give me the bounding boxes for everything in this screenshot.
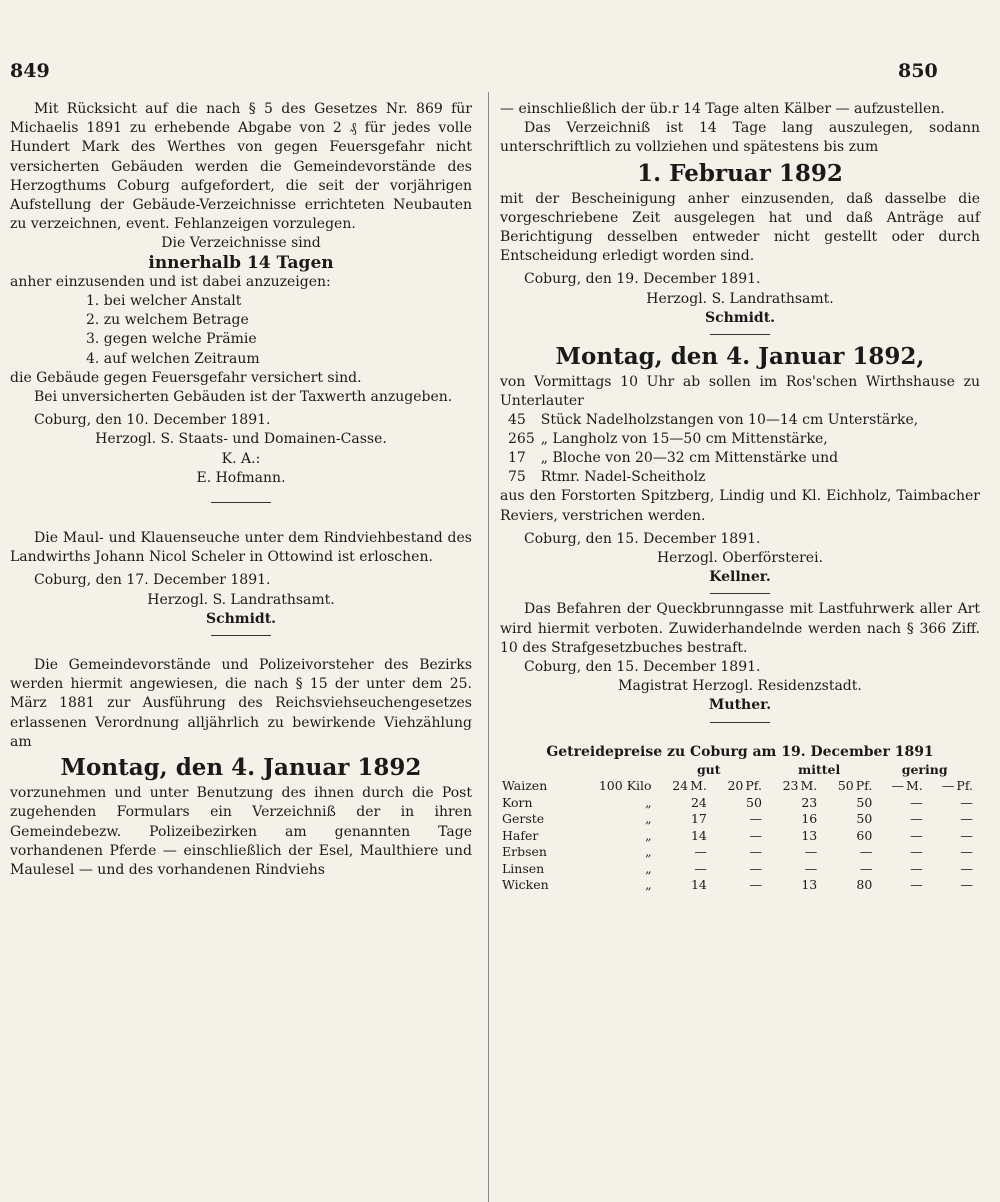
- lot-qty: 75: [508, 469, 526, 486]
- notice-continuation: — einschließlich der üb.r 14 Tage alten Kälber — aufzustellen.: [500, 101, 945, 117]
- table-row: [500, 795, 975, 812]
- price-cell-name: Erbsen: [502, 844, 547, 860]
- notice-text: Das Verzeichniß ist 14 Tage lang auszulegen, sodann unterschriftlich zu vollziehen und spätestens bis zum: [500, 120, 980, 156]
- price-cell-ger-m: —: [910, 860, 923, 876]
- notice-ka: K. A.:: [221, 450, 261, 467]
- col-header: gering: [901, 761, 948, 777]
- price-cell-name: Waizen: [502, 778, 548, 794]
- table-row: [508, 430, 924, 449]
- table-row: [508, 468, 924, 487]
- notice-deadline: innerhalb 14 Tagen: [148, 252, 334, 273]
- col-header: mittel: [798, 761, 841, 777]
- price-cell-ger-pf: —: [960, 877, 973, 893]
- price-cell-gut-pf: 50: [746, 794, 762, 810]
- price-cell-ger-pf: —: [960, 827, 973, 843]
- notice-text: mit der Bescheinigung anher einzusenden, daß dasselbe die vorgeschriebene Zeit ausgelegen hat und daß Anträge auf Berichtigung desselben entweder nicht gestellt oder durch Entscheidung erledigt worden sind.: [500, 190, 980, 265]
- price-cell-mit-m: 13: [801, 827, 818, 843]
- left-column: [10, 100, 472, 880]
- notice-list: [10, 292, 472, 369]
- price-cell-ger-m: —: [910, 877, 923, 893]
- price-cell-ger-m: —: [910, 827, 923, 843]
- section-divider: [211, 635, 271, 636]
- price-cell-gut-m: 14: [690, 827, 707, 843]
- notice-text-continued: vorzunehmen und unter Benutzung des ihnen durch die Post zugehenden Formulars ein Verzeichniß der in ihren Gemeindebezw. Polizeibezirken am genannten Tage vorhandenen Pferde — einschließlich der Esel, Maulthiere und Maulesel — und des vorhandenen Rindviehs: [10, 785, 472, 878]
- notice-uninsured: Bei unversicherten Gebäuden ist der Taxwerth anzugeben.: [34, 389, 453, 406]
- list-item: 3. gegen welche Prämie: [86, 331, 257, 348]
- notice-signer: Schmidt.: [205, 610, 277, 627]
- price-cell-mit-pf: 60: [856, 827, 873, 843]
- table-row: [500, 828, 975, 845]
- right-column: [500, 100, 980, 894]
- lot-qty: 265: [508, 431, 535, 448]
- price-cell-gut-m: 14: [690, 877, 707, 893]
- section-divider: [710, 334, 770, 335]
- price-cell-name: Hafer: [502, 827, 539, 843]
- price-cell-ger-pf: —: [960, 844, 973, 860]
- lot-desc: Stück Nadelholzstangen von 10—14 cm Unterstärke,: [540, 412, 919, 429]
- table-row: [500, 778, 975, 795]
- price-cell-unit: „: [645, 844, 652, 860]
- price-cell-mit-m: —: [804, 844, 818, 860]
- price-cell-gut-pf: —: [749, 844, 762, 860]
- table-row: [508, 449, 924, 468]
- section-divider: [710, 593, 770, 594]
- price-cell-mit-pf: 50 Pf.: [837, 778, 873, 794]
- price-cell-gut-pf: —: [749, 827, 762, 843]
- price-cell-ger-pf: —: [960, 811, 973, 827]
- price-cell-mit-pf: —: [859, 844, 873, 860]
- price-cell-name: Korn: [502, 794, 533, 810]
- price-cell-mit-m: 13: [801, 877, 818, 893]
- notice-date: Coburg, den 15. December 1891.: [524, 530, 761, 547]
- notice-date: Coburg, den 17. December 1891.: [34, 572, 271, 589]
- notice-office: Herzogl. S. Landrathsamt.: [646, 290, 834, 307]
- column-divider: [488, 92, 489, 1202]
- notice-date: Coburg, den 10. December 1891.: [34, 412, 271, 429]
- lot-desc: „ Bloche von 20—32 cm Mittenstärke und: [540, 450, 839, 467]
- auction-date-headline: Montag, den 4. Januar 1892,: [555, 343, 925, 371]
- price-cell-gut-m: 24: [690, 794, 707, 810]
- notice-office: Herzogl. S. Landrathsamt.: [147, 591, 335, 608]
- table-row: [508, 411, 924, 430]
- list-item: 4. auf welchen Zeitraum: [86, 350, 260, 367]
- price-cell-gut-m: —: [694, 860, 707, 876]
- price-cell-gut-m: —: [694, 844, 707, 860]
- list-item: 1. bei welcher Anstalt: [86, 293, 242, 310]
- table-row: [500, 861, 975, 878]
- notice-office: Magistrat Herzogl. Residenzstadt.: [618, 678, 862, 695]
- notice-date-headline: 1. Februar 1892: [637, 159, 843, 187]
- lot-desc: „ Langholz von 15—50 cm Mittenstärke,: [540, 431, 828, 448]
- price-cell-ger-pf: — Pf.: [941, 778, 973, 794]
- price-cell-name: Wicken: [502, 877, 549, 893]
- notice-text: Die Maul- und Klauenseuche unter dem Rindviehbestand des Landwirths Johann Nicol Scheler in Ottowind ist erloschen.: [10, 530, 472, 566]
- price-cell-unit: „: [645, 860, 652, 876]
- price-cell-name: Linsen: [502, 860, 545, 876]
- auction-intro: von Vormittags 10 Uhr ab sollen im Ros'schen Wirthshause zu Unterlauter: [500, 374, 980, 410]
- price-cell-unit: „: [645, 811, 652, 827]
- price-cell-unit: 100 Kilo: [598, 778, 652, 794]
- col-header: gut: [696, 761, 721, 777]
- prices-table: [500, 762, 975, 894]
- auction-after: aus den Forstorten Spitzberg, Lindig und Kl. Eichholz, Taimbacher Reviers, verstrichen werden.: [500, 488, 980, 524]
- price-cell-mit-pf: 50: [856, 811, 873, 827]
- notice-text: Mit Rücksicht auf die nach § 5 des Gesetzes Nr. 869 für Michaelis 1891 zu erhebende Abgabe von 2 ₰ für jedes volle Hundert Mark des Werthes von gegen Feuersgefahr nicht versicherten Gebäuden werden die Gemeindevorstände des Herzogthums Coburg aufgefordert, die seit der vorjährigen Aufstellung der Gebäude-Verzeichnisse errichteten Neubauten zu verzeichnen, event. Fehlanzeigen vorzulegen.: [10, 101, 472, 233]
- notice-date-headline: Montag, den 4. Januar 1892: [60, 754, 422, 782]
- price-cell-name: Gerste: [502, 811, 545, 827]
- notice-signer: Schmidt.: [704, 309, 776, 326]
- notice-after: die Gebäude gegen Feuersgefahr versichert sind.: [10, 369, 362, 386]
- table-header-row: [500, 762, 975, 779]
- price-cell-mit-pf: —: [859, 860, 873, 876]
- price-cell-ger-m: —: [910, 844, 923, 860]
- table-row: [500, 844, 975, 861]
- price-cell-mit-m: 23 M.: [782, 778, 818, 794]
- page-number-right: 850: [898, 60, 938, 82]
- price-cell-ger-pf: —: [960, 794, 973, 810]
- price-cell-ger-pf: —: [960, 860, 973, 876]
- page-number-left: 849: [10, 60, 50, 82]
- list-item: 2. zu welchem Betrage: [86, 312, 249, 329]
- price-cell-ger-m: —: [910, 811, 923, 827]
- auction-lots: [508, 411, 924, 487]
- lot-qty: 45: [508, 412, 526, 429]
- notice-send: anher einzusenden und ist dabei anzuzeigen:: [10, 273, 331, 290]
- price-cell-unit: „: [645, 877, 652, 893]
- price-cell-unit: „: [645, 794, 652, 810]
- notice-date: Coburg, den 15. December 1891.: [524, 659, 761, 676]
- notice-signer: E. Hofmann.: [196, 469, 286, 486]
- notice-signer: Muther.: [708, 697, 772, 714]
- price-cell-mit-pf: 80: [856, 877, 873, 893]
- notice-text: Das Befahren der Queckbrunngasse mit Lastfuhrwerk aller Art wird hiermit verboten. Zuwiderhandelnde werden nach § 366 Ziff. 10 des Strafgesetzbuches bestraft.: [500, 601, 980, 656]
- section-divider: [211, 502, 271, 503]
- table-row: [500, 877, 975, 894]
- price-cell-mit-pf: 50: [856, 794, 873, 810]
- lot-qty: 17: [508, 450, 526, 467]
- section-divider: [710, 722, 770, 723]
- price-cell-gut-pf: 20 Pf.: [727, 778, 762, 794]
- price-cell-gut-pf: —: [749, 877, 762, 893]
- table-row: [500, 811, 975, 828]
- price-cell-ger-m: —: [910, 794, 923, 810]
- notice-office: Herzogl. S. Staats- und Domainen-Casse.: [95, 431, 387, 448]
- price-cell-unit: „: [645, 827, 652, 843]
- price-cell-ger-m: — M.: [891, 778, 923, 794]
- notice-text: Die Gemeindevorstände und Polizeivorsteher des Bezirks werden hiermit angewiesen, die nach § 15 der unter dem 25. März 1881 zur Ausführung des Reichsviehseuchengesetzes erlassenen Verordnung alljährlich zu bewirkende Viehzählung am: [10, 657, 472, 750]
- lot-desc: Rtmr. Nadel-Scheitholz: [540, 469, 706, 486]
- price-cell-gut-pf: —: [749, 811, 762, 827]
- price-cell-gut-m: 24 M.: [672, 778, 707, 794]
- price-cell-gut-pf: —: [749, 860, 762, 876]
- notice-signer: Kellner.: [709, 569, 771, 586]
- notice-office: Herzogl. Oberförsterei.: [656, 550, 824, 567]
- prices-title: Getreidepreise zu Coburg am 19. December 1891: [546, 743, 934, 760]
- prices-body: [500, 778, 975, 894]
- price-cell-mit-m: 16: [801, 811, 818, 827]
- notice-subtitle: Die Verzeichnisse sind: [161, 235, 321, 252]
- price-cell-gut-m: 17: [690, 811, 707, 827]
- notice-date: Coburg, den 19. December 1891.: [524, 271, 761, 288]
- price-cell-mit-m: 23: [801, 794, 818, 810]
- price-cell-mit-m: —: [804, 860, 818, 876]
